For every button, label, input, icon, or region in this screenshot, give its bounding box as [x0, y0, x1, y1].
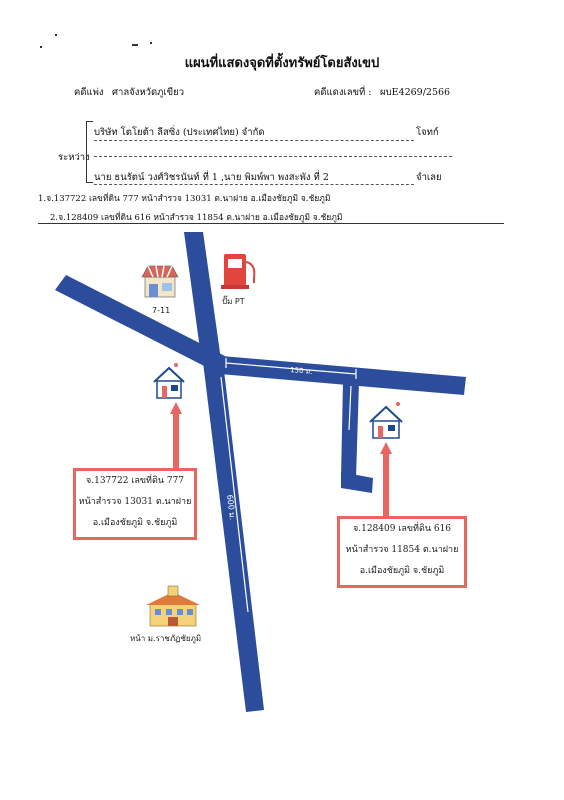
- parcel-1-line3: อ.เมืองชัยภูมิ จ.ชัยภูมิ: [92, 518, 178, 528]
- deed-line-1: 1.จ.137722 เลขที่ดิน 777 หน้าสำรวจ 13031 ต.นาฝาย อ.เมืองชัยภูมิ จ.ชัยภูมิ: [38, 194, 331, 204]
- defendant-role: จำเลย: [416, 172, 442, 183]
- case-black-label: คดีแพ่ง: [74, 87, 104, 98]
- parcel-2-line2: หน้าสำรวจ 11854 ต.นาฝาย: [345, 545, 459, 555]
- gas-pump-icon: [221, 254, 254, 289]
- distance-vertical-label: 600 ม.: [225, 494, 238, 521]
- case-red-number: ผบE4269/2566: [380, 87, 451, 98]
- store-711-label: 7-11: [152, 306, 171, 315]
- house-1-icon: [154, 363, 184, 398]
- page-title: แผนที่แสดงจุดที่ตั้งทรัพย์โดยสังเขป: [184, 56, 380, 71]
- parcel-2-line1: จ.128409 เลขที่ดิน 616: [352, 524, 452, 534]
- case-red-label: คดีแดงเลขที่ :: [314, 87, 372, 98]
- gas-pump-label: ปั๊ม PT: [222, 297, 245, 306]
- distance-top-label: 150 ม.: [289, 366, 313, 376]
- plaintiff-name: บริษัท โตโยต้า ลีสซิ่ง (ประเทศไทย) จำกัด: [94, 127, 265, 138]
- house-2-icon: [370, 402, 402, 438]
- parcel-2-line3: อ.เมืองชัยภูมิ จ.ชัยภูมิ: [359, 566, 445, 576]
- school-icon: [146, 586, 200, 626]
- store-711-icon: [142, 266, 178, 297]
- parcel-1-callout: [73, 468, 197, 540]
- parcel-1-line2: หน้าสำรวจ 13031 ต.นาฝาย: [78, 497, 192, 507]
- between-label: ระหว่าง: [58, 152, 90, 163]
- road-east: [208, 355, 466, 395]
- court-name: ศาลจังหวัดภูเขียว: [112, 87, 185, 98]
- pin-arrow-1: [170, 402, 182, 472]
- parcel-2-callout: [337, 516, 467, 588]
- school-label: หน้า ม.ราชภัฏชัยภูมิ: [130, 634, 202, 643]
- defendant-names: นาย ธนรัตน์ วงศ์วิชรนันท์ ที่ 1 ,นาย พิมพ์พา พงสะพัง ที่ 2: [94, 172, 329, 183]
- pin-arrow-2: [380, 442, 392, 518]
- plaintiff-role: โจทก์: [416, 127, 439, 138]
- deed-line-2: 2.จ.128409 เลขที่ดิน 616 หน้าสำรวจ 11854 ต.นาฝาย อ.เมืองชัยภูมิ จ.ชัยภูมิ: [50, 213, 343, 223]
- parcel-1-line1: จ.137722 เลขที่ดิน 777: [85, 476, 185, 486]
- road-south: [203, 362, 264, 712]
- road-branch-turn: [341, 472, 373, 493]
